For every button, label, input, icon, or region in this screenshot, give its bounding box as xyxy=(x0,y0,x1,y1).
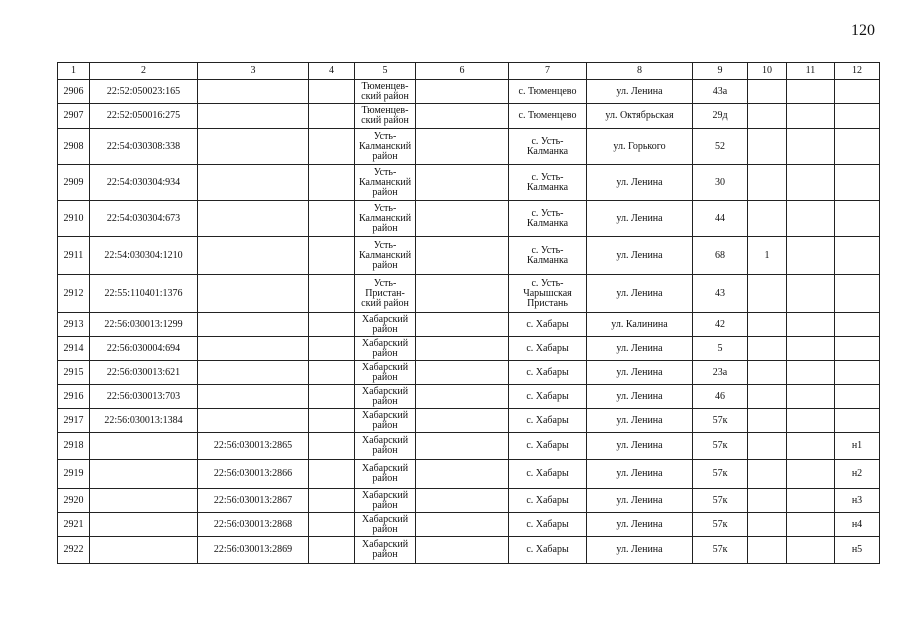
row-number-cell: 2914 xyxy=(58,337,90,361)
table-row xyxy=(58,433,880,460)
col-6-cell xyxy=(416,165,509,201)
table-row xyxy=(58,313,880,337)
district-cell: Усть- Пристан- ский район xyxy=(355,275,416,313)
locality-cell: с. Хабары xyxy=(509,361,587,385)
house-number-cell: 68 xyxy=(693,237,748,275)
col-11-cell xyxy=(787,104,835,129)
house-number-cell: 57к xyxy=(693,489,748,513)
col-6-cell xyxy=(416,201,509,237)
district-cell: Усть- Калманский район xyxy=(355,129,416,165)
col-4-cell xyxy=(309,460,355,489)
table-row xyxy=(58,513,880,537)
street-cell: ул. Ленина xyxy=(587,275,693,313)
col-10-cell xyxy=(748,489,787,513)
table-row xyxy=(58,460,880,489)
row-number-cell: 2907 xyxy=(58,104,90,129)
col-4-cell xyxy=(309,537,355,564)
cadastral-number-building-cell: 22:56:030013:2869 xyxy=(198,537,309,564)
row-number-cell: 2906 xyxy=(58,80,90,104)
column-header: 1 xyxy=(58,63,90,80)
col-10-cell xyxy=(748,513,787,537)
col-10-cell xyxy=(748,313,787,337)
col-11-cell xyxy=(787,361,835,385)
col-4-cell xyxy=(309,129,355,165)
locality-cell: с. Хабары xyxy=(509,385,587,409)
col-6-cell xyxy=(416,409,509,433)
col-11-cell xyxy=(787,537,835,564)
col-4-cell xyxy=(309,104,355,129)
col-4-cell xyxy=(309,489,355,513)
locality-cell: с. Усть- Калманка xyxy=(509,129,587,165)
house-number-cell: 42 xyxy=(693,313,748,337)
house-number-cell: 52 xyxy=(693,129,748,165)
row-number-cell: 2915 xyxy=(58,361,90,385)
street-cell: ул. Ленина xyxy=(587,80,693,104)
cadastral-number-building-cell: 22:56:030013:2866 xyxy=(198,460,309,489)
col-12-cell xyxy=(835,337,880,361)
district-cell: Хабарский район xyxy=(355,337,416,361)
street-cell: ул. Ленина xyxy=(587,385,693,409)
street-cell: ул. Ленина xyxy=(587,237,693,275)
house-number-cell: 57к xyxy=(693,460,748,489)
district-cell: Хабарский район xyxy=(355,361,416,385)
cadastral-number-building-cell xyxy=(198,275,309,313)
street-cell: ул. Ленина xyxy=(587,433,693,460)
cadastral-number-land-cell: 22:56:030013:1384 xyxy=(90,409,198,433)
cadastral-number-building-cell xyxy=(198,385,309,409)
cadastral-number-building-cell xyxy=(198,129,309,165)
col-11-cell xyxy=(787,489,835,513)
page-number: 120 xyxy=(851,22,875,39)
table-row xyxy=(58,537,880,564)
col-12-cell: н3 xyxy=(835,489,880,513)
col-10-cell: 1 xyxy=(748,237,787,275)
row-number-cell: 2917 xyxy=(58,409,90,433)
col-10-cell xyxy=(748,337,787,361)
house-number-cell: 57к xyxy=(693,433,748,460)
district-cell: Тюменцев- ский район xyxy=(355,104,416,129)
col-10-cell xyxy=(748,165,787,201)
row-number-cell: 2910 xyxy=(58,201,90,237)
house-number-cell: 23а xyxy=(693,361,748,385)
table-row xyxy=(58,275,880,313)
row-number-cell: 2922 xyxy=(58,537,90,564)
col-6-cell xyxy=(416,433,509,460)
column-header: 9 xyxy=(693,63,748,80)
col-12-cell xyxy=(835,313,880,337)
col-6-cell xyxy=(416,361,509,385)
col-12-cell xyxy=(835,361,880,385)
locality-cell: с. Усть- Калманка xyxy=(509,165,587,201)
col-4-cell xyxy=(309,385,355,409)
col-4-cell xyxy=(309,165,355,201)
street-cell: ул. Октябрьская xyxy=(587,104,693,129)
col-11-cell xyxy=(787,409,835,433)
col-4-cell xyxy=(309,201,355,237)
cadastral-number-land-cell: 22:56:030013:703 xyxy=(90,385,198,409)
street-cell: ул. Ленина xyxy=(587,460,693,489)
row-number-cell: 2912 xyxy=(58,275,90,313)
table-row xyxy=(58,129,880,165)
locality-cell: с. Хабары xyxy=(509,433,587,460)
col-11-cell xyxy=(787,337,835,361)
col-10-cell xyxy=(748,433,787,460)
table-row xyxy=(58,104,880,129)
street-cell: ул. Ленина xyxy=(587,537,693,564)
cadastral-number-building-cell xyxy=(198,165,309,201)
col-6-cell xyxy=(416,237,509,275)
col-10-cell xyxy=(748,275,787,313)
district-cell: Хабарский район xyxy=(355,433,416,460)
col-12-cell xyxy=(835,104,880,129)
col-11-cell xyxy=(787,385,835,409)
col-4-cell xyxy=(309,275,355,313)
district-cell: Хабарский район xyxy=(355,385,416,409)
col-4-cell xyxy=(309,513,355,537)
cadastral-number-land-cell: 22:54:030308:338 xyxy=(90,129,198,165)
house-number-cell: 43а xyxy=(693,80,748,104)
col-10-cell xyxy=(748,80,787,104)
col-11-cell xyxy=(787,460,835,489)
locality-cell: с. Хабары xyxy=(509,489,587,513)
cadastral-number-building-cell: 22:56:030013:2867 xyxy=(198,489,309,513)
table-row xyxy=(58,165,880,201)
cadastral-number-land-cell xyxy=(90,460,198,489)
table-row xyxy=(58,237,880,275)
column-header: 12 xyxy=(835,63,880,80)
cadastral-number-land-cell xyxy=(90,433,198,460)
district-cell: Хабарский район xyxy=(355,460,416,489)
table-row xyxy=(58,409,880,433)
house-number-cell: 43 xyxy=(693,275,748,313)
col-6-cell xyxy=(416,275,509,313)
district-cell: Усть- Калманский район xyxy=(355,237,416,275)
col-12-cell: н5 xyxy=(835,537,880,564)
col-4-cell xyxy=(309,361,355,385)
locality-cell: с. Усть- Чарышская Пристань xyxy=(509,275,587,313)
col-12-cell xyxy=(835,409,880,433)
street-cell: ул. Ленина xyxy=(587,489,693,513)
row-number-cell: 2911 xyxy=(58,237,90,275)
district-cell: Тюменцев- ский район xyxy=(355,80,416,104)
col-12-cell xyxy=(835,237,880,275)
col-6-cell xyxy=(416,513,509,537)
column-header: 5 xyxy=(355,63,416,80)
table-row xyxy=(58,361,880,385)
col-11-cell xyxy=(787,513,835,537)
col-12-cell: н1 xyxy=(835,433,880,460)
row-number-cell: 2916 xyxy=(58,385,90,409)
house-number-cell: 57к xyxy=(693,409,748,433)
house-number-cell: 57к xyxy=(693,513,748,537)
col-4-cell xyxy=(309,313,355,337)
column-header: 7 xyxy=(509,63,587,80)
row-number-cell: 2909 xyxy=(58,165,90,201)
col-11-cell xyxy=(787,237,835,275)
col-12-cell xyxy=(835,385,880,409)
cadastral-number-building-cell xyxy=(198,201,309,237)
col-11-cell xyxy=(787,313,835,337)
locality-cell: с. Хабары xyxy=(509,313,587,337)
locality-cell: с. Усть- Калманка xyxy=(509,201,587,237)
col-12-cell xyxy=(835,201,880,237)
col-6-cell xyxy=(416,104,509,129)
col-11-cell xyxy=(787,275,835,313)
cadastral-number-land-cell: 22:56:030013:1299 xyxy=(90,313,198,337)
cadastral-number-land-cell: 22:56:030004:694 xyxy=(90,337,198,361)
column-header: 10 xyxy=(748,63,787,80)
header-row xyxy=(58,63,880,80)
cadastral-number-land-cell xyxy=(90,513,198,537)
street-cell: ул. Ленина xyxy=(587,409,693,433)
locality-cell: с. Хабары xyxy=(509,460,587,489)
column-header: 2 xyxy=(90,63,198,80)
col-12-cell: н2 xyxy=(835,460,880,489)
street-cell: ул. Ленина xyxy=(587,337,693,361)
col-10-cell xyxy=(748,409,787,433)
street-cell: ул. Калинина xyxy=(587,313,693,337)
col-6-cell xyxy=(416,385,509,409)
row-number-cell: 2918 xyxy=(58,433,90,460)
col-10-cell xyxy=(748,129,787,165)
col-4-cell xyxy=(309,337,355,361)
row-number-cell: 2920 xyxy=(58,489,90,513)
column-header: 6 xyxy=(416,63,509,80)
col-11-cell xyxy=(787,80,835,104)
locality-cell: с. Хабары xyxy=(509,537,587,564)
cadastral-number-land-cell: 22:55:110401:1376 xyxy=(90,275,198,313)
cadastral-number-land-cell: 22:54:030304:673 xyxy=(90,201,198,237)
street-cell: ул. Ленина xyxy=(587,201,693,237)
cadastral-number-building-cell xyxy=(198,361,309,385)
cadastral-number-building-cell xyxy=(198,337,309,361)
col-11-cell xyxy=(787,129,835,165)
house-number-cell: 5 xyxy=(693,337,748,361)
col-11-cell xyxy=(787,433,835,460)
row-number-cell: 2919 xyxy=(58,460,90,489)
locality-cell: с. Хабары xyxy=(509,337,587,361)
column-header: 11 xyxy=(787,63,835,80)
column-header: 8 xyxy=(587,63,693,80)
cadastral-number-land-cell: 22:54:030304:934 xyxy=(90,165,198,201)
column-header: 4 xyxy=(309,63,355,80)
house-number-cell: 29д xyxy=(693,104,748,129)
house-number-cell: 46 xyxy=(693,385,748,409)
cadastral-number-land-cell: 22:56:030013:621 xyxy=(90,361,198,385)
col-4-cell xyxy=(309,433,355,460)
col-4-cell xyxy=(309,409,355,433)
col-11-cell xyxy=(787,201,835,237)
table-row xyxy=(58,337,880,361)
house-number-cell: 30 xyxy=(693,165,748,201)
col-6-cell xyxy=(416,80,509,104)
row-number-cell: 2908 xyxy=(58,129,90,165)
col-10-cell xyxy=(748,361,787,385)
cadastral-number-building-cell xyxy=(198,313,309,337)
table-row xyxy=(58,489,880,513)
locality-cell: с. Хабары xyxy=(509,409,587,433)
street-cell: ул. Горького xyxy=(587,129,693,165)
street-cell: ул. Ленина xyxy=(587,165,693,201)
col-10-cell xyxy=(748,460,787,489)
house-number-cell: 57к xyxy=(693,537,748,564)
district-cell: Хабарский район xyxy=(355,409,416,433)
cadastral-number-building-cell: 22:56:030013:2865 xyxy=(198,433,309,460)
locality-cell: с. Тюменцево xyxy=(509,80,587,104)
district-cell: Усть- Калманский район xyxy=(355,165,416,201)
cadastral-number-building-cell xyxy=(198,409,309,433)
col-10-cell xyxy=(748,104,787,129)
col-12-cell xyxy=(835,165,880,201)
cadastral-number-building-cell xyxy=(198,104,309,129)
cadastral-number-building-cell xyxy=(198,237,309,275)
district-cell: Хабарский район xyxy=(355,313,416,337)
col-6-cell xyxy=(416,537,509,564)
locality-cell: с. Тюменцево xyxy=(509,104,587,129)
col-6-cell xyxy=(416,313,509,337)
district-cell: Хабарский район xyxy=(355,489,416,513)
cadastral-number-land-cell xyxy=(90,537,198,564)
district-cell: Усть- Калманский район xyxy=(355,201,416,237)
cadastral-number-land-cell: 22:52:050023:165 xyxy=(90,80,198,104)
col-12-cell xyxy=(835,129,880,165)
district-cell: Хабарский район xyxy=(355,537,416,564)
col-10-cell xyxy=(748,201,787,237)
cadastral-number-building-cell xyxy=(198,80,309,104)
street-cell: ул. Ленина xyxy=(587,513,693,537)
house-number-cell: 44 xyxy=(693,201,748,237)
col-6-cell xyxy=(416,337,509,361)
table-row xyxy=(58,385,880,409)
cadastral-number-building-cell: 22:56:030013:2868 xyxy=(198,513,309,537)
col-10-cell xyxy=(748,537,787,564)
cadastral-number-land-cell xyxy=(90,489,198,513)
col-4-cell xyxy=(309,80,355,104)
registry-table xyxy=(57,62,880,564)
row-number-cell: 2913 xyxy=(58,313,90,337)
street-cell: ул. Ленина xyxy=(587,361,693,385)
table-row xyxy=(58,80,880,104)
district-cell: Хабарский район xyxy=(355,513,416,537)
row-number-cell: 2921 xyxy=(58,513,90,537)
col-6-cell xyxy=(416,460,509,489)
col-4-cell xyxy=(309,237,355,275)
col-6-cell xyxy=(416,489,509,513)
col-12-cell xyxy=(835,275,880,313)
locality-cell: с. Усть- Калманка xyxy=(509,237,587,275)
cadastral-number-land-cell: 22:54:030304:1210 xyxy=(90,237,198,275)
col-12-cell: н4 xyxy=(835,513,880,537)
table-row xyxy=(58,201,880,237)
col-6-cell xyxy=(416,129,509,165)
locality-cell: с. Хабары xyxy=(509,513,587,537)
cadastral-number-land-cell: 22:52:050016:275 xyxy=(90,104,198,129)
column-header: 3 xyxy=(198,63,309,80)
col-12-cell xyxy=(835,80,880,104)
col-10-cell xyxy=(748,385,787,409)
col-11-cell xyxy=(787,165,835,201)
